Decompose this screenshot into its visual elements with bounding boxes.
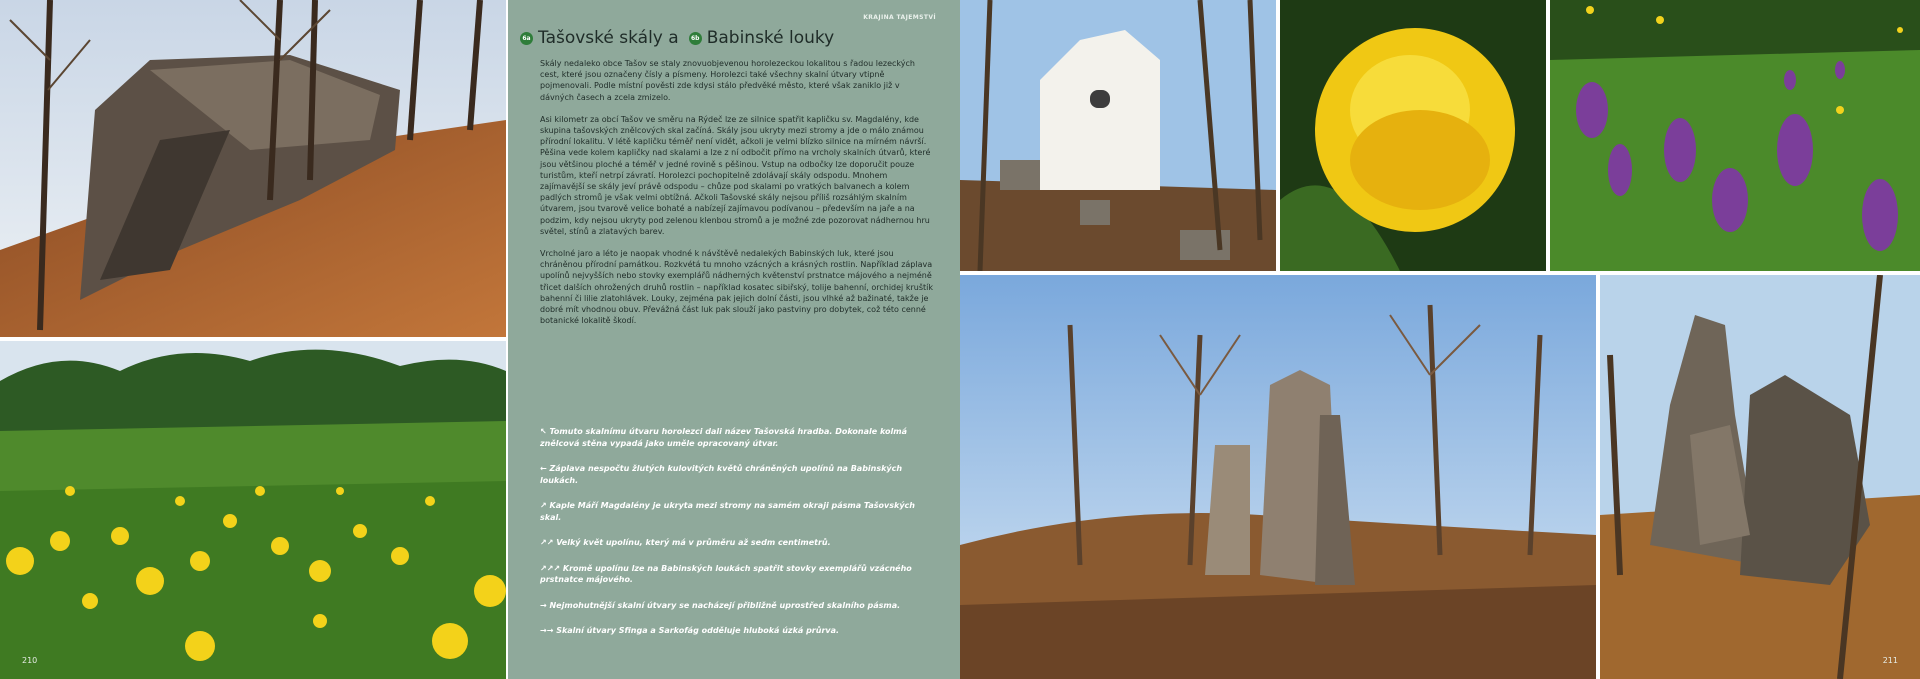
location-badge: 6b: [689, 32, 702, 45]
caption: → Nejmohutnější skalní útvary se nacházejí přibližně uprostřed skalního pásma.: [540, 600, 901, 610]
caption: →→ Skalní útvary Sfinga a Sarkofág odděluje hluboká úzká průrva.: [540, 626, 840, 635]
caption: ↗ Kaple Máří Magdalény je ukryta mezi stromy na samém okraji pásma Tašovských skal.: [540, 501, 915, 522]
page-number-right: 211: [1882, 656, 1898, 665]
photo-tasov-rock-wall: [0, 0, 506, 337]
photo-sphinx-sarcophagus: [1600, 275, 1920, 679]
paragraph: Asi kilometr za obcí Tašov ve směru na Rýdeč lze ze silnice spatřit kapličku sv. Magdalény, kde skupina tašovských znělcových skal začíná. Skály jsou ukryty mezi stromy a jde o málo známou přírodní lokalitu. V létě kapličku téměř není vidět, ačkoli je velmi blízko silnice na mírném návrší. Pěšina vede kolem kapličky nad skalami a lze z ní odbočit přímo na vrcholy skalních útvarů, které jsou většinou ploché a téměř v jedné rovině s pěšinou. Vstup na odbočky lze doporučit pouze turistům, kteří netrpí závratí. Horolezci pochopitelně zdolávají skály odspodu. Mnohem zajímavější se skály jeví právě odspodu – chůze pod skalami po vratkých balvanech a kolem padlých stromů je však velmi obtížná. Ačkoli Tašovské skály nejsou příliš rozsáhlým skalním útvarem, jsou tvarově velice bohaté a nabízejí zajímavou podívanou – především na jaře a na podzim, kdy nejsou ukryty pod zelenou klenbou stromů a je možné zde pozorovat nádhernou hru světel, stínů a zlatavých barev.: [540, 114, 931, 236]
article-title: [520, 28, 844, 48]
paragraph: Vrcholné jaro a léto je naopak vhodné k návštěvě nedalekých Babinských luk, které jsou chráněnou přírodní památkou. Rozkvétá tu mnoho vzácných a krásných rostlin. Například záplava upolínů nejvyšších nebo stovky exemplářů nádherných květenství prstnatce májového a nejméně třicet dalších ohrožených druhů rostlin – například kosatec sibiřský, tolije bahenní, orchidej kruštík bahenní či lilie zlatohlávek. Louky, zejména pak jejich dolní části, jsou vlhké až bažinaté, takže je dobré mít vhodnou obuv. Převážná část luk pak slouží jako pastviny pro dobytek, což této cenné botanické lokalitě škodí.: [540, 249, 933, 326]
photo-captions: [540, 426, 934, 651]
title-part-1: Tašovské skály a: [538, 28, 679, 48]
page-number-left: 210: [22, 656, 38, 665]
photo-globeflower-meadow: [0, 341, 506, 679]
photo-rock-towers: [960, 275, 1596, 679]
section-label: KRAJINA TAJEMSTVÍ: [863, 14, 936, 21]
caption: ↗↗ Velký květ upolínu, který má v průměru až sedm centimetrů.: [540, 538, 831, 547]
caption: ↗↗↗ Kromě upolínu lze na Babinských loukách spatřit stovky exemplářů vzácného prstnatce májového.: [540, 563, 912, 584]
location-badge: 6a: [520, 32, 533, 45]
photo-orchid-meadow: [1550, 0, 1920, 271]
text-panel: [508, 0, 960, 679]
caption: ← Záplava nespočtu žlutých kulovitých květů chráněných upolínů na Babinských loukách.: [540, 464, 903, 485]
photo-chapel: [960, 0, 1276, 271]
photo-globeflower-closeup: [1280, 0, 1546, 271]
article-body: [540, 58, 934, 337]
paragraph: Skály nedaleko obce Tašov se staly znovuobjevenou horolezeckou lokalitou s řadou lezeckých cest, které jsou označeny čísly a písmeny. Horolezci také všechny skalní útvary vtipně pojmenovali. Podle místní pověsti zde kdysi stálo předvěké město, které však zaniklo již v dávných časech a zcela zmizelo.: [540, 59, 915, 102]
title-part-2: Babinské louky: [706, 28, 835, 48]
caption: ↖ Tomuto skalnímu útvaru horolezci dali název Tašovská hradba. Dokonale kolmá znělcová stěna vypadá jako uměle opracovaný útvar.: [540, 427, 907, 448]
